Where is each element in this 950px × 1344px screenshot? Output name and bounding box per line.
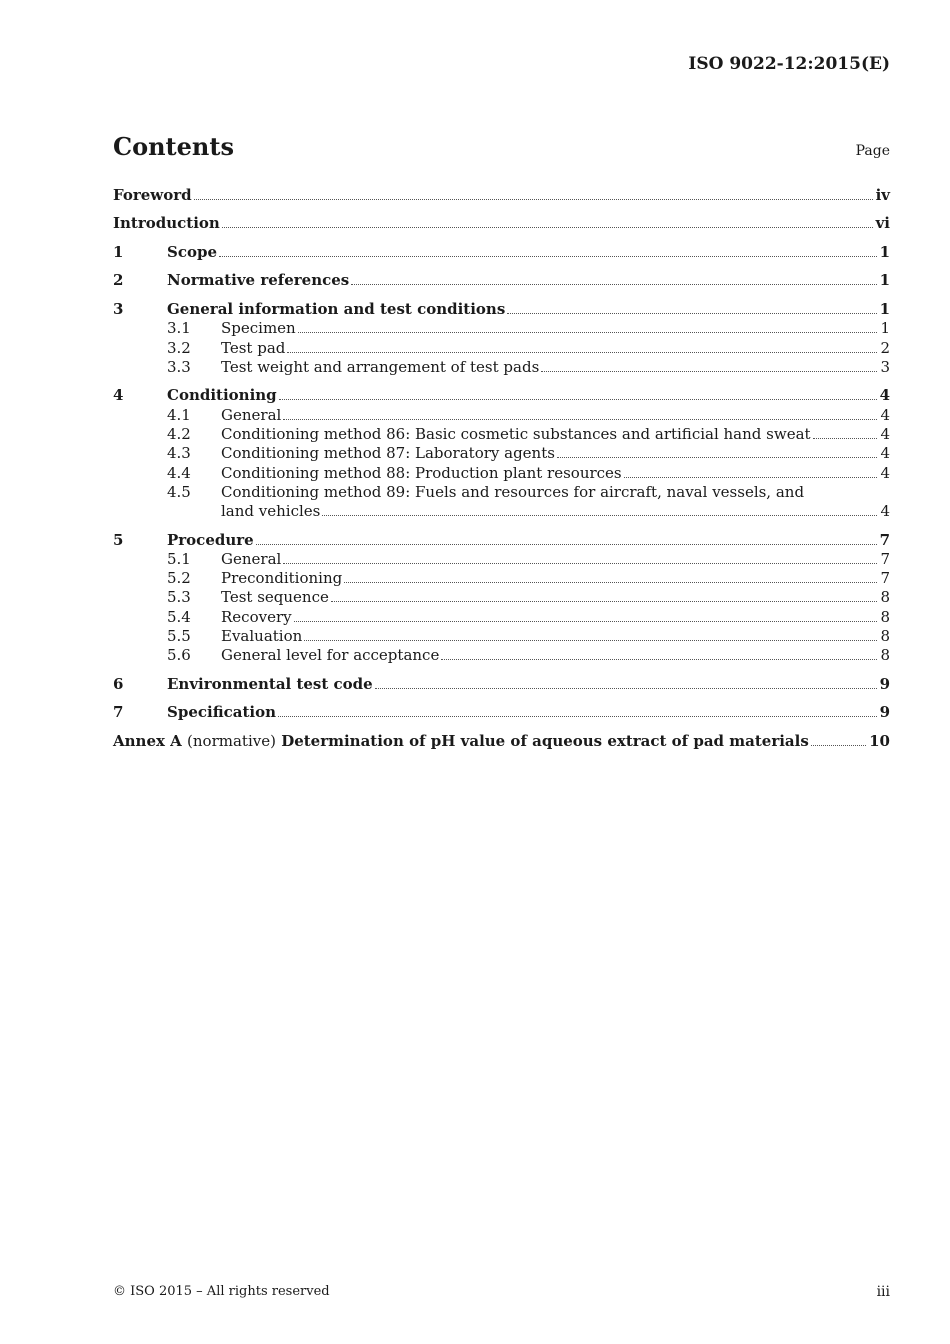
- toc-number: 5.6: [167, 646, 191, 665]
- toc-entry-4-1[interactable]: [113, 406, 890, 425]
- toc-title: Preconditioning: [221, 569, 343, 588]
- toc-entry-3[interactable]: [113, 300, 890, 319]
- toc-page: 9: [879, 674, 890, 693]
- toc-title: Specimen: [221, 319, 296, 338]
- toc-page: 8: [880, 607, 890, 626]
- dot-leader: [283, 419, 877, 420]
- annex-qualifier: (normative): [187, 731, 276, 750]
- dot-leader: [375, 688, 877, 689]
- toc-page: iv: [875, 186, 890, 204]
- toc-number: 5.2: [167, 569, 191, 588]
- toc-title: General: [221, 549, 282, 568]
- toc-entry-4[interactable]: [113, 386, 890, 405]
- toc-title: Normative references: [167, 271, 350, 290]
- toc-entry-7[interactable]: [113, 703, 890, 722]
- toc-entry-4-2[interactable]: [113, 425, 890, 444]
- dot-leader: [279, 399, 877, 400]
- toc-number: 4: [113, 386, 124, 405]
- dot-leader: [507, 313, 876, 314]
- toc-entry-4-5[interactable]: [113, 483, 890, 522]
- toc-page: 8: [880, 627, 890, 646]
- toc-title: Test sequence: [221, 588, 329, 607]
- toc-number: 3.2: [167, 338, 191, 357]
- dot-leader: [557, 457, 878, 458]
- toc-entry-3-2[interactable]: [113, 339, 890, 358]
- toc-title: Conditioning method 88: Production plant resources: [221, 463, 622, 482]
- toc-number: 5.1: [167, 549, 191, 568]
- toc-title: General: [221, 405, 282, 424]
- dot-leader: [813, 438, 878, 439]
- toc-entry-5-5[interactable]: [113, 627, 890, 646]
- dot-leader: [294, 621, 878, 622]
- annex-title: Determination of pH value of aqueous extract of pad materials: [281, 731, 809, 750]
- toc-number: 5.3: [167, 588, 191, 607]
- document-id: ISO 9022-12:2015(E): [688, 54, 890, 74]
- toc-page: 8: [880, 646, 890, 665]
- toc-number: 7: [113, 703, 124, 722]
- toc-entry-5-1[interactable]: [113, 550, 890, 569]
- toc-page: 4: [880, 424, 890, 443]
- toc-title: Evaluation: [221, 627, 303, 646]
- toc-title: Environmental test code: [167, 674, 373, 693]
- dot-leader: [287, 352, 877, 353]
- toc-entry-annex-a[interactable]: [113, 732, 890, 751]
- toc-page: 4: [880, 405, 890, 424]
- dot-leader: [256, 544, 877, 545]
- toc-number: 4.2: [167, 424, 191, 443]
- toc-number: 3: [113, 299, 124, 318]
- toc-page: 7: [880, 569, 890, 588]
- toc-title: Scope: [167, 242, 218, 261]
- toc-page: 4: [880, 463, 890, 482]
- toc-number: 5: [113, 530, 124, 549]
- copyright-notice: © ISO 2015 – All rights reserved: [113, 1284, 330, 1299]
- toc-number: 1: [113, 242, 124, 261]
- toc-annex-title: [113, 732, 809, 751]
- toc-entry-5-6[interactable]: [113, 646, 890, 665]
- toc-page: 1: [879, 242, 890, 261]
- dot-leader: [194, 199, 873, 200]
- toc-number: 3.1: [167, 319, 191, 338]
- toc-entry-5[interactable]: [113, 531, 890, 550]
- page-column-label: Page: [855, 143, 890, 159]
- toc-title: Conditioning method 86: Basic cosmetic substances and artificial hand sweat: [221, 424, 811, 443]
- toc-title: Introduction: [113, 214, 220, 233]
- toc-title: Test weight and arrangement of test pads: [221, 357, 540, 376]
- toc-page: 2: [880, 338, 890, 357]
- toc-number: 4.3: [167, 444, 191, 463]
- toc-title: Test pad: [221, 338, 286, 357]
- table-of-contents: [113, 186, 890, 751]
- toc-entry-6[interactable]: [113, 675, 890, 694]
- toc-number: 4.5: [167, 482, 191, 501]
- toc-page: 7: [879, 530, 890, 549]
- toc-title: General information and test conditions: [167, 299, 506, 318]
- toc-entry-foreword[interactable]: [113, 186, 890, 205]
- toc-page: 1: [880, 319, 890, 338]
- toc-number: 5.5: [167, 627, 191, 646]
- toc-page: 10: [869, 731, 890, 750]
- dot-leader: [331, 601, 878, 602]
- toc-page: vi: [875, 214, 890, 233]
- annex-label: Annex A: [113, 731, 182, 750]
- toc-title: General level for acceptance: [221, 646, 440, 665]
- toc-title: Foreword: [113, 186, 192, 204]
- toc-page: 8: [880, 588, 890, 607]
- toc-title-continuation: land vehicles: [221, 502, 321, 521]
- toc-entry-5-4[interactable]: [113, 608, 890, 627]
- toc-title: Procedure: [167, 530, 254, 549]
- toc-title: Conditioning method 89: Fuels and resources for aircraft, naval vessels, and: [221, 482, 805, 501]
- toc-title: Recovery: [221, 607, 292, 626]
- toc-entry-1[interactable]: [113, 243, 890, 262]
- toc-entry-4-4[interactable]: [113, 464, 890, 483]
- dot-leader: [283, 563, 877, 564]
- dot-leader: [222, 227, 873, 228]
- toc-number: 3.3: [167, 357, 191, 376]
- toc-page: 7: [880, 549, 890, 568]
- contents-title: Contents: [113, 132, 234, 161]
- dot-leader: [304, 640, 877, 641]
- toc-title: Specification: [167, 703, 276, 722]
- toc-page: 3: [880, 357, 890, 376]
- dot-leader: [811, 745, 866, 746]
- toc-number: 4.4: [167, 463, 191, 482]
- dot-leader: [219, 256, 877, 257]
- toc-title: Conditioning: [167, 386, 277, 405]
- dot-leader: [298, 332, 878, 333]
- toc-page: 1: [879, 271, 890, 290]
- toc-page: 4: [879, 386, 890, 405]
- toc-number: 6: [113, 674, 124, 693]
- toc-entry-5-3[interactable]: [113, 588, 890, 607]
- dot-leader: [344, 582, 877, 583]
- toc-page: 1: [879, 299, 890, 318]
- page-number: iii: [876, 1284, 890, 1300]
- toc-entry-3-1[interactable]: [113, 319, 890, 338]
- toc-entry-4-3[interactable]: [113, 444, 890, 463]
- toc-entry-3-3[interactable]: [113, 358, 890, 377]
- dot-leader: [441, 659, 877, 660]
- toc-entry-introduction[interactable]: [113, 214, 890, 233]
- toc-number: 4.1: [167, 405, 191, 424]
- dot-leader: [351, 284, 876, 285]
- dot-leader: [278, 716, 877, 717]
- dot-leader: [541, 371, 877, 372]
- toc-page: 4: [880, 444, 890, 463]
- toc-title: Conditioning method 87: Laboratory agents: [221, 444, 555, 463]
- toc-page: 4: [880, 502, 890, 521]
- dot-leader: [624, 477, 878, 478]
- toc-number: 2: [113, 271, 124, 290]
- toc-entry-5-2[interactable]: [113, 569, 890, 588]
- toc-number: 5.4: [167, 607, 191, 626]
- toc-page: 9: [879, 703, 890, 722]
- toc-entry-2[interactable]: [113, 271, 890, 290]
- dot-leader: [322, 515, 877, 516]
